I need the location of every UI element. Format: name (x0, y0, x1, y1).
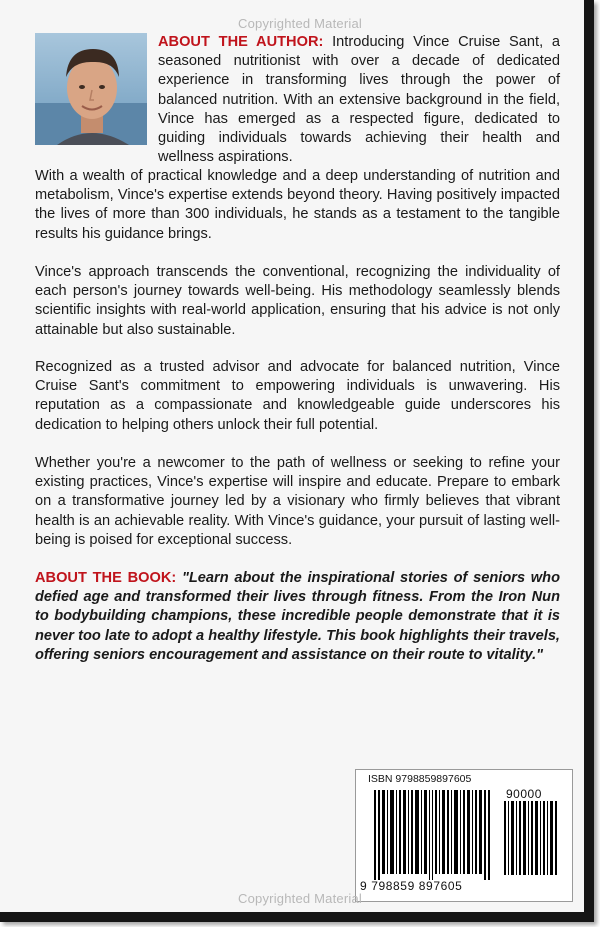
about-author-heading: ABOUT THE AUTHOR: (158, 34, 324, 50)
about-book-heading: ABOUT THE BOOK: (35, 570, 177, 586)
watermark-bottom: Copyrighted Material (238, 891, 362, 906)
isbn-label: ISBN 9798859897605 (368, 773, 472, 785)
author-photo (35, 33, 147, 145)
author-paragraph-3: Vince's approach transcends the conventional, recognizing the individuality of each person's journey towards well-being. His methodology seamlessly blends scientific insights with real-world application, ensuring that his advice is not only attainable but also sustainable. (35, 264, 560, 338)
barcode-bars (374, 790, 496, 880)
watermark-top: Copyrighted Material (238, 16, 362, 31)
author-paragraph-2: With a wealth of practical knowledge and a deep understanding of nutrition and metabolism, Vince's expertise extends beyond theory. Having positively impacted the lives of more than 300 individuals, he stands as a testament to the tangible results his guidance brings. (35, 168, 560, 242)
barcode-addon-number: 90000 (506, 787, 542, 801)
author-intro-paragraph (158, 33, 560, 167)
barcode-addon-bars (504, 801, 560, 875)
author-paragraph-5: Whether you're a newcomer to the path of wellness or seeking to refine your existing practices, Vince's expertise will inspire and educate. Prepare to embark on a transformative journey led by a visionary who firmly believes that vibrant health is an achievable reality. With Vince's guidance, your pursuit of lasting well-being is poised for exceptional success. (35, 455, 560, 548)
author-intro-text: Introducing Vince Cruise Sant, a seasoned nutritionist with over a decade of dedicated experience in transforming lives through the power of balanced nutrition. With an extensive background in the field, Vince has emerged as a respected figure, dedicated to guiding individuals towards achieving their health and wellness aspirations. (158, 34, 561, 166)
author-paragraph-4: Recognized as a trusted advisor and advocate for balanced nutrition, Vince Cruise Sant's commitment to empowering individuals is unwavering. His reputation as a compassionate and knowledgeable guide underscores his dedication to helping others unlock their full potential. (35, 359, 560, 433)
isbn-barcode (355, 769, 573, 902)
about-book-paragraph (35, 569, 560, 665)
barcode-digits: 9 798859 897605 (360, 879, 463, 893)
book-description: "Learn about the inspirational stories of seniors who defied age and transformed their lives through fitness. From the Iron Nun to bodybuilding champions, these incredible people demonstrate that it is never too late to adopt a healthy lifestyle. This book highlights their travels, offering seniors encouragement and assistance on their route to vitality." (35, 570, 560, 663)
